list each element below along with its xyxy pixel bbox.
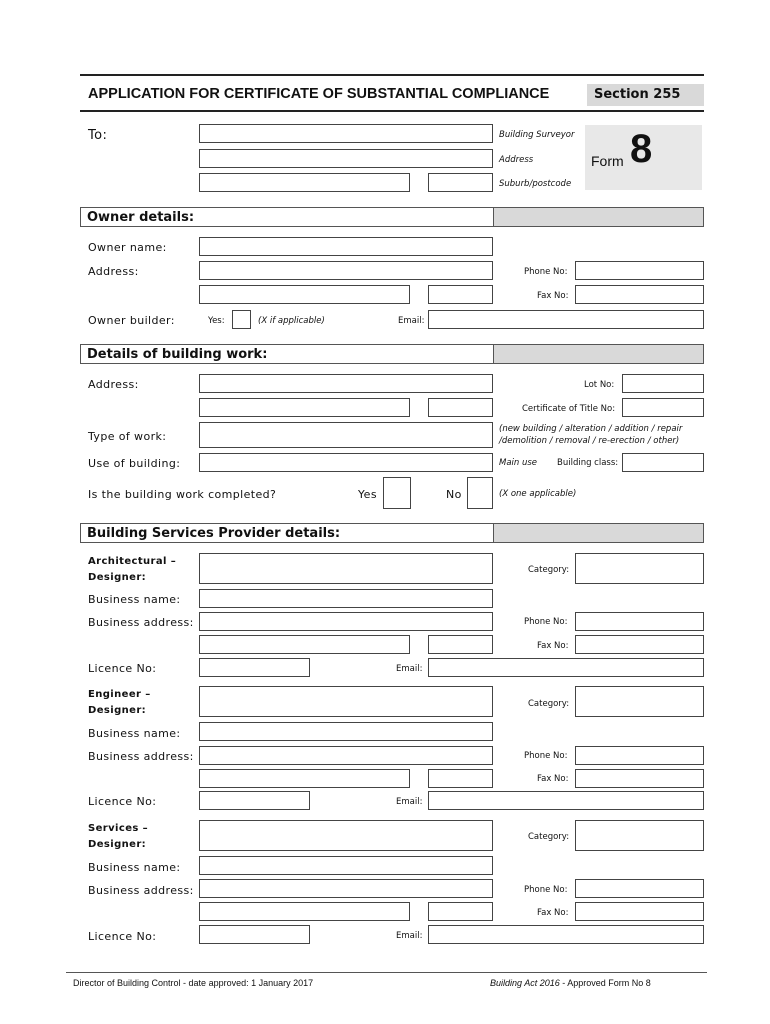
title-no-label: Certificate of Title No: xyxy=(522,404,616,414)
top-rule xyxy=(80,74,704,76)
business-name-field[interactable] xyxy=(199,722,493,741)
category-label: Category: xyxy=(528,565,570,575)
to-label: To: xyxy=(88,128,108,143)
owner-heading-bar xyxy=(80,207,704,227)
footer-form-ref xyxy=(490,978,651,988)
to-address-field[interactable] xyxy=(199,149,493,168)
completed-label: Is the building work completed? xyxy=(88,488,277,501)
owner-email-label: Email: xyxy=(398,316,425,326)
email-label: Email: xyxy=(396,797,423,807)
owner-builder-label: Owner builder: xyxy=(88,314,175,327)
phone-label: Phone No: xyxy=(524,617,568,627)
completed-yes-checkbox[interactable] xyxy=(383,477,411,509)
phone-field[interactable] xyxy=(575,879,704,898)
category-label: Category: xyxy=(528,699,570,709)
business-address-label: Business address: xyxy=(88,750,194,763)
lot-label: Lot No: xyxy=(584,380,615,390)
business-suburb-field[interactable] xyxy=(199,902,410,921)
section-label: Section 255 xyxy=(594,87,681,102)
surveyor-hint: Building Surveyor xyxy=(499,130,575,140)
email-label: Email: xyxy=(396,931,423,941)
owner-name-label: Owner name: xyxy=(88,241,167,254)
main-use-hint: Main use xyxy=(499,458,538,468)
category-field[interactable] xyxy=(575,686,704,717)
work-postcode-field[interactable] xyxy=(428,398,493,417)
group-title-line2: Designer: xyxy=(88,705,147,716)
email-field[interactable] xyxy=(428,658,704,677)
work-type-field[interactable] xyxy=(199,422,493,448)
phone-field[interactable] xyxy=(575,612,704,631)
business-name-label: Business name: xyxy=(88,861,181,874)
work-address-field[interactable] xyxy=(199,374,493,393)
work-suburb-field[interactable] xyxy=(199,398,410,417)
fax-label: Fax No: xyxy=(537,641,569,651)
lot-field[interactable] xyxy=(622,374,704,393)
business-suburb-field[interactable] xyxy=(199,769,410,788)
business-postcode-field[interactable] xyxy=(428,902,493,921)
designer-name-field[interactable] xyxy=(199,686,493,717)
footer-act-name: Building Act 2016 xyxy=(490,978,560,988)
footer-form-no: - Approved Form No 8 xyxy=(559,978,651,988)
to-suburb-hint: Suburb/postcode xyxy=(499,179,572,189)
email-field[interactable] xyxy=(428,925,704,944)
fax-label: Fax No: xyxy=(537,774,569,784)
work-address-label: Address: xyxy=(88,378,139,391)
header-rule xyxy=(80,110,704,112)
fax-field[interactable] xyxy=(575,635,704,654)
completed-yes-label: Yes xyxy=(358,488,377,501)
licence-label: Licence No: xyxy=(88,662,157,675)
licence-field[interactable] xyxy=(199,791,310,810)
owner-address-field[interactable] xyxy=(199,261,493,280)
owner-email-field[interactable] xyxy=(428,310,704,329)
group-title-line1: Engineer – xyxy=(88,689,151,700)
to-postcode-field[interactable] xyxy=(428,173,493,192)
use-field[interactable] xyxy=(199,453,493,472)
work-type-label: Type of work: xyxy=(88,430,167,443)
category-label: Category: xyxy=(528,832,570,842)
owner-suburb-field[interactable] xyxy=(199,285,410,304)
business-address-label: Business address: xyxy=(88,616,194,629)
completed-no-checkbox[interactable] xyxy=(467,477,493,509)
category-field[interactable] xyxy=(575,820,704,851)
x-one-hint: (X one applicable) xyxy=(499,489,577,499)
group-title-line2: Designer: xyxy=(88,572,147,583)
designer-name-field[interactable] xyxy=(199,553,493,584)
business-name-field[interactable] xyxy=(199,856,493,875)
work-type-hint-1: (new building / alteration / addition / repair xyxy=(499,424,683,434)
completed-no-label: No xyxy=(446,488,462,501)
work-heading: Details of building work: xyxy=(87,347,268,362)
business-postcode-field[interactable] xyxy=(428,769,493,788)
providers-heading: Building Services Provider details: xyxy=(87,526,341,541)
providers-heading-bar xyxy=(80,523,704,543)
owner-phone-field[interactable] xyxy=(575,261,704,280)
work-type-hint-2: /demolition / removal / re-erection / other) xyxy=(499,436,680,446)
use-label: Use of building: xyxy=(88,457,181,470)
category-field[interactable] xyxy=(575,553,704,584)
group-title-line2: Designer: xyxy=(88,839,147,850)
fax-field[interactable] xyxy=(575,769,704,788)
business-name-field[interactable] xyxy=(199,589,493,608)
form-word: Form xyxy=(591,153,624,169)
owner-builder-yes-label: Yes: xyxy=(208,316,225,326)
group-title-line1: Architectural – xyxy=(88,556,177,567)
licence-field[interactable] xyxy=(199,925,310,944)
class-label: Building class: xyxy=(557,458,619,468)
phone-label: Phone No: xyxy=(524,751,568,761)
email-label: Email: xyxy=(396,664,423,674)
owner-builder-checkbox[interactable] xyxy=(232,310,251,329)
form-title: APPLICATION FOR CERTIFICATE OF SUBSTANTIAL COMPLIANCE xyxy=(88,86,550,102)
work-heading-bar xyxy=(80,344,704,364)
to-suburb-field[interactable] xyxy=(199,173,410,192)
class-field[interactable] xyxy=(622,453,704,472)
group-title-line1: Services – xyxy=(88,823,149,834)
business-name-label: Business name: xyxy=(88,593,181,606)
fax-field[interactable] xyxy=(575,902,704,921)
phone-field[interactable] xyxy=(575,746,704,765)
business-name-label: Business name: xyxy=(88,727,181,740)
owner-name-field[interactable] xyxy=(199,237,493,256)
owner-fax-label: Fax No: xyxy=(537,291,569,301)
business-address-field[interactable] xyxy=(199,746,493,765)
footer-rule xyxy=(66,972,707,973)
business-address-field[interactable] xyxy=(199,612,493,631)
business-address-label: Business address: xyxy=(88,884,194,897)
to-address-hint: Address xyxy=(499,155,534,165)
owner-phone-label: Phone No: xyxy=(524,267,568,277)
business-address-field[interactable] xyxy=(199,879,493,898)
designer-name-field[interactable] xyxy=(199,820,493,851)
licence-label: Licence No: xyxy=(88,930,157,943)
fax-label: Fax No: xyxy=(537,908,569,918)
footer-approval: Director of Building Control - date approved: 1 January 2017 xyxy=(73,978,314,988)
owner-builder-hint: (X if applicable) xyxy=(258,316,325,326)
owner-fax-field[interactable] xyxy=(575,285,704,304)
business-postcode-field[interactable] xyxy=(428,635,493,654)
licence-label: Licence No: xyxy=(88,795,157,808)
title-no-field[interactable] xyxy=(622,398,704,417)
owner-heading: Owner details: xyxy=(87,210,195,225)
business-suburb-field[interactable] xyxy=(199,635,410,654)
form-number: 8 xyxy=(630,127,653,171)
licence-field[interactable] xyxy=(199,658,310,677)
owner-address-label: Address: xyxy=(88,265,139,278)
phone-label: Phone No: xyxy=(524,885,568,895)
email-field[interactable] xyxy=(428,791,704,810)
surveyor-field[interactable] xyxy=(199,124,493,143)
owner-postcode-field[interactable] xyxy=(428,285,493,304)
